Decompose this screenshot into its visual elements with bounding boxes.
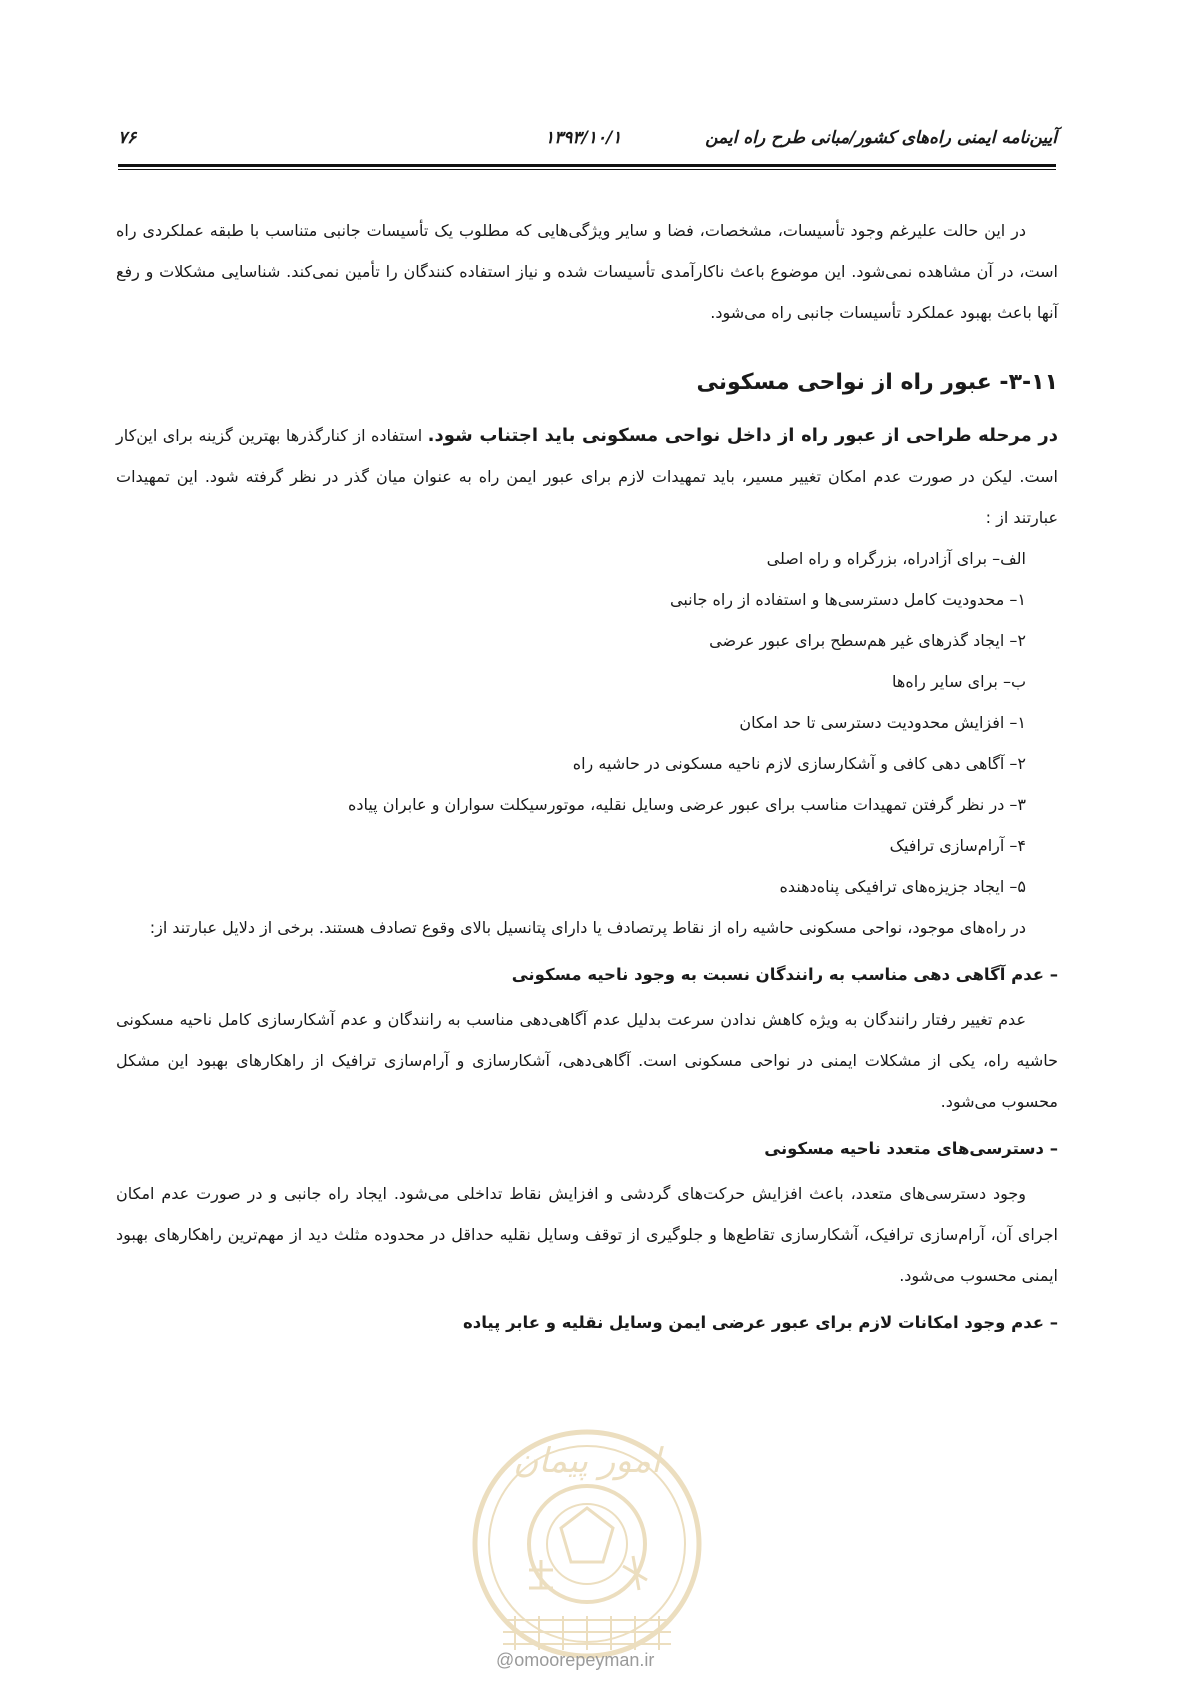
measures-list [116,538,1058,907]
section-lead-rest: استفاده از کنارگذرها بهترین گزینه برای این‌کار است. لیکن در صورت عدم امکان تغییر مسیر، باید تمهیدات لازم برای عبور ایمن راه به عنوان میان گذر در نظر گرفته شود. این تمهیدات عبارتند از : [116,426,1058,527]
list-item: ۵– ایجاد جزیزه‌های ترافیکی پناه‌دهنده [779,877,1026,896]
intro-paragraph: در این حالت علیرغم وجود تأسیسات، مشخصات، فضا و سایر ویژگی‌هایی که مطلوب یک تأسیسات جانبی متناسب با طبقه عملکردی راه است، در آن مشاهده نمی‌شود. این موضوع باعث ناکارآمدی تأسیسات شده و نیاز استفاده کنندگان را تأمین نمی‌کند. شناسایی مشکلات و رفع آنها باعث بهبود عملکرد تأسیسات جانبی راه می‌شود. [116,221,1058,322]
list-item: ب– برای سایر راه‌ها [892,672,1026,691]
subsection-heading: – دسترسی‌های متعدد ناحیه مسکونی [764,1139,1058,1158]
subsection-heading: – عدم وجود امکانات لازم برای عبور عرضی ایمن وسایل نقلیه و عابر پیاده [463,1313,1058,1332]
watermark-url-text: omoorepeyman.ir [514,1650,655,1670]
subsection-text: عدم تغییر رفتار رانندگان به ویژه کاهش ندادن سرعت بدلیل عدم آگاهی‌دهی مناسب به رانندگان و عدم آشکارسازی کامل ناحیه مسکونی حاشیه راه، یکی از مشکلات ایمنی در نواحی مسکونی است. آگاهی‌دهی، آشکارسازی و آرام‌سازی ترافیک از راهکارهای بهبود این مشکل محسوب می‌شود. [116,1010,1058,1111]
list-item: ۱– محدودیت کامل دسترسی‌ها و استفاده از راه جانبی [669,590,1026,609]
watermark-url: @omoorepeyman.ir [496,1650,655,1670]
header-rule-thick [118,164,1056,167]
section-lead-paragraph [116,415,1058,538]
page-body [116,210,1058,1347]
list-item: ۲– آگاهی دهی کافی و آشکارسازی لازم ناحیه مسکونی در حاشیه راه [572,754,1026,773]
list-item: الف– برای آزادراه، بزرگراه و راه اصلی [766,549,1026,568]
subsection-heading: – عدم آگاهی دهی مناسب به رانندگان نسبت به وجود ناحیه مسکونی [511,965,1058,984]
list-item: ۲– ایجاد گذرهای غیر هم‌سطح برای عبور عرضی [709,631,1026,650]
watermark-stamp-icon [463,1420,711,1668]
header-rule-thin [118,169,1056,170]
page-number: ۷۶ [118,128,137,148]
stamp-text: امور پیمان [513,1441,661,1481]
after-list-paragraph: در راه‌های موجود، نواحی مسکونی حاشیه راه از نقاط پرتصادف یا دارای پتانسیل بالای وقوع تصادف هستند. برخی از دلایل عبارتند از: [149,918,1026,937]
list-item: ۱– افزایش محدودیت دسترسی تا حد امکان [739,713,1026,732]
subsection-text: وجود دسترسی‌های متعدد، باعث افزایش حرکت‌های گردشی و افزایش نقاط تداخلی می‌شود. ایجاد راه جانبی و در صورت عدم امکان اجرای آن، آرام‌سازی ترافیک، آشکارسازی تقاطع‌ها و جلوگیری از توقف وسایل نقلیه حداقل در محدوده مثلث دید از مهم‌ترین راهکارهای بهبود ایمنی محسوب می‌شود. [116,1184,1058,1285]
list-item: ۴– آرام‌سازی ترافیک [889,836,1026,855]
section-heading: ۳-۱۱- عبور راه از نواحی مسکونی [696,370,1058,395]
section-lead-bold: در مرحله طراحی از عبور راه از داخل نواحی مسکونی باید اجتناب شود. [427,425,1059,446]
header-date: ۱۳۹۳/۱۰/۱ [545,128,622,148]
list-item: ۳– در نظر گرفتن تمهیدات مناسب برای عبور عرضی وسایل نقلیه، موتورسیکلت سواران و عابران پیاده [347,795,1026,814]
running-title: آیین‌نامه ایمنی راه‌های کشور/مبانی طرح راه ایمن [705,128,1057,148]
